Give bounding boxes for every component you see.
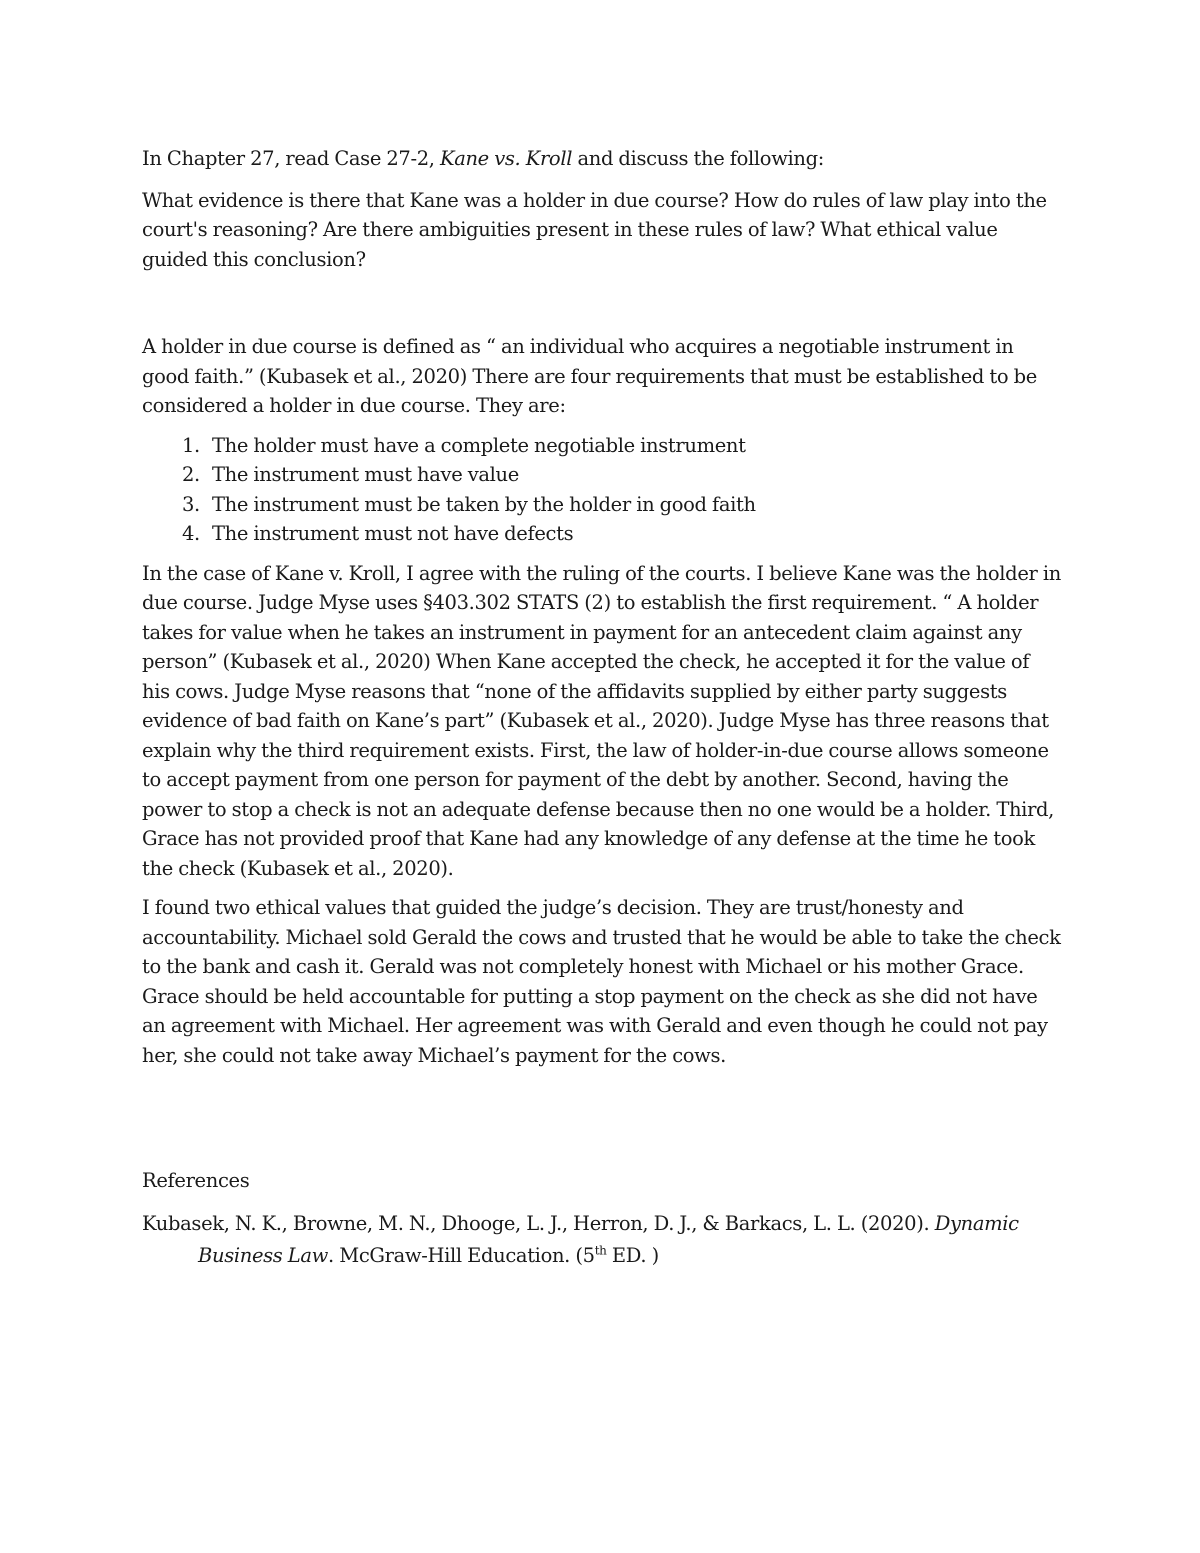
list-item [182,460,1062,490]
list-item [182,490,1062,520]
reference-edition-end: ED. ) [606,1243,659,1267]
reference-book-title: Dynamic Business Law [198,1211,1019,1267]
reference-authors: Kubasek, N. K., Browne, M. N., Dhooge, L. J., Herron, D. J., & Barkacs, L. L. (2020). [142,1211,935,1235]
list-item-number: 4. [182,522,200,545]
spacer [142,1080,1062,1166]
list-item-text: The instrument must not have defects [212,522,574,545]
reference-publisher: . McGraw-Hill Education. (5 [328,1243,595,1267]
list-item [182,431,1062,461]
answer-intro-paragraph: A holder in due course is defined as “ an individual who acquires a negotiable instrument in good faith.” (Kubasek et al., 2020) There are four requirements that must be established to be considered a holder in due course. They are: [142,335,1037,417]
requirements-list [142,431,1062,549]
prompt-heading-tail: and discuss the following: [572,147,824,170]
references-heading: References [142,1169,250,1192]
list-item-text: The instrument must have value [212,463,519,486]
case-name: Kane vs. Kroll [439,147,573,170]
list-item-text: The instrument must be taken by the holder in good faith [212,492,756,516]
document-body [142,144,1062,1282]
reference-entry [142,1208,1062,1272]
list-item-number: 1. [182,433,200,457]
prompt-heading-text: In Chapter 27, read Case 27-2, [142,147,440,170]
list-item-number: 3. [182,492,200,516]
list-item-text: The holder must have a complete negotiable instrument [212,433,746,457]
analysis-paragraph: In the case of Kane v. Kroll, I agree with the ruling of the courts. I believe Kane was the holder in due course. Judge Myse uses §403.302 STATS (2) to establish the first requirement. “ A holder takes for value when he takes an instrument in payment for an antecedent claim against any person” (Kubasek et al., 2020) When Kane accepted the check, he accepted it for the value of his cows. Judge Myse reasons that “none of the affidavits supplied by either party suggests evidence of bad faith on Kane’s part” (Kubasek et al., 2020). Judge Myse has three reasons that explain why the third requirement exists. First, the law of holder-in-due course allows someone to accept payment from one person for payment of the debt by another. Second, having the power to stop a check is not an adequate defense because then no one would be a holder. Third, Grace has not provided proof that Kane had any knowledge of any defense at the time he took the check (Kubasek et al., 2020). [142,561,1061,880]
prompt-questions: What evidence is there that Kane was a holder in due course? How do rules of law play into the court's reasoning? Are there ambiguities present in these rules of law? What ethical value guided this conclusion? [142,188,1047,271]
list-item [182,519,1062,549]
prompt-heading [142,144,1062,174]
list-item-number: 2. [182,463,200,486]
edition-suffix: th [594,1243,607,1257]
ethics-paragraph: I found two ethical values that guided the judge’s decision. They are trust/honesty and accountability. Michael sold Gerald the cows and trusted that he would be able to take the check to the bank and cash it. Gerald was not completely honest with Michael or his mother Grace. Grace should be held accountable for putting a stop payment on the check as she did not have an agreement with Michael. Her agreement was with Gerald and even though he could not pay her, she could not take away Michael’s payment for the cows. [142,896,1061,1067]
